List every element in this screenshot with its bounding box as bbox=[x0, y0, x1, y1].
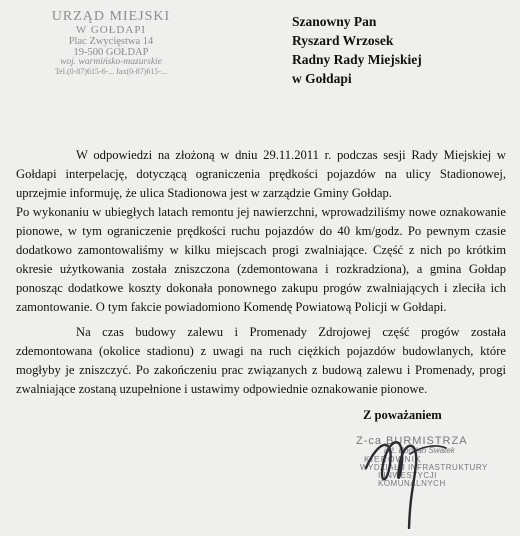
stamp-voivodeship: woj. warmińsko-mazurskie bbox=[60, 57, 162, 68]
handwritten-signature bbox=[360, 424, 450, 529]
addressee-location: w Gołdapi bbox=[292, 71, 352, 86]
closing-phrase: Z poważaniem bbox=[363, 408, 442, 422]
paragraph-3: Na czas budowy zalewu i Promenady Zdrojowej część progów została zdemontowana (okolice stadionu) z uwagi na ruch ciężkich pojazdów budowlanych, które mogłyby je zniszczyć. Po zakończeniu prac związanych z budową zalewu i Promenady, progi zwalniające zostaną uzupełnione i ustawimy odpowiednie oznakowanie pionowe. bbox=[16, 325, 506, 396]
stamp-department: WYDZIAŁU INFRASTRUKTURY bbox=[360, 462, 488, 472]
stamp-department-2: I INWESTYCJI KOMUNALNYCH bbox=[378, 470, 446, 488]
stamp-town: W GOŁDAPI bbox=[75, 23, 147, 36]
stamp-street: Plac Zwycięstwa 14 bbox=[68, 36, 154, 48]
sender-stamp bbox=[26, 10, 196, 77]
stamp-signer: inż. Bogdan Swatek bbox=[384, 446, 455, 455]
stamp-phone: Tel.(0-87)615-6-... fax(0-87)615-... bbox=[54, 67, 168, 77]
stamp-office-name: URZĄD MIEJSKI bbox=[51, 9, 171, 24]
paragraph-1: W odpowiedzi na złożoną w dniu 29.11.2011 r. podczas sesji Rady Miejskiej w Gołdapi interpelację, dotyczącą ograniczenia prędkości pojazdów na ulicy Stadionowej, uprzejmie informuję, że ulica Stadionowa jest w zarządzie Gminy Gołdap. bbox=[16, 148, 506, 200]
addressee-title: Radny Rady Miejskiej bbox=[292, 52, 422, 67]
addressee-salutation: Szanowny Pan bbox=[292, 14, 377, 29]
addressee-name: Ryszard Wrzosek bbox=[292, 33, 394, 48]
stamp-postcode: 19-500 GOŁDAP bbox=[73, 47, 149, 59]
stamp-role: Z-ca BURMISTRZA bbox=[356, 435, 468, 447]
addressee-block bbox=[292, 12, 422, 88]
letter-body bbox=[16, 146, 506, 399]
stamp-position: KIEROWNIK bbox=[364, 454, 422, 464]
paragraph-2: Po wykonaniu w ubiegłych latach remontu jej nawierzchni, wprowadziliśmy nowe oznakowanie pionowe, w tym ograniczenie prędkości ruchu pojazdów do 40 km/godz. Po pewnym czasie dodatkowo zamontowaliśmy w kilku miejscach progi zwalniające. Część z nich po krótkim okresie użytkowania została zniszczona (zdemontowana i rozkradziona), a gmina Gołdap ponosząc dodatkowe koszty dokonała ponownego zakupu progów zwalniających i zleciła ich zamontowanie. O tym fakcie powiadomiono Komendę Powiatową Policji w Gołdapi. bbox=[16, 205, 506, 314]
